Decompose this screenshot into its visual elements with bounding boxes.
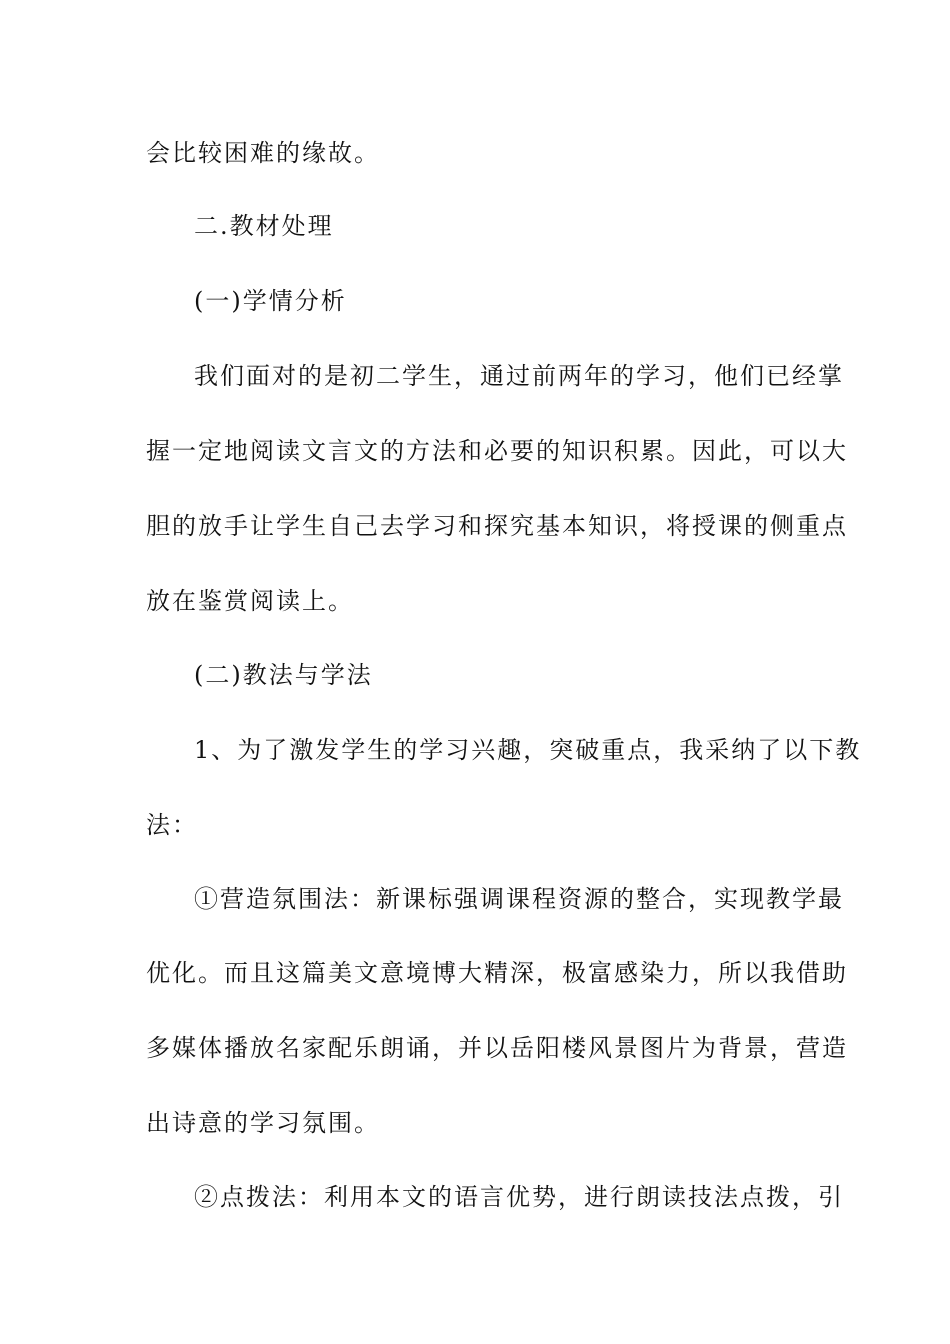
text-line: 我们面对的是初二学生，通过前两年的学习，他们已经掌 <box>194 362 844 390</box>
text-line: 法： <box>146 811 198 839</box>
text-line: 优化。而且这篇美文意境博大精深，极富感染力，所以我借助 <box>146 959 848 987</box>
text-line: ①营造氛围法：新课标强调课程资源的整合，实现教学最 <box>194 885 844 913</box>
text-line: 握一定地阅读文言文的方法和必要的知识积累。因此，可以大 <box>146 437 848 465</box>
subsection-heading: (二)教法与学法 <box>194 661 373 689</box>
text-line: ②点拨法：利用本文的语言优势，进行朗读技法点拨，引 <box>194 1183 844 1211</box>
section-heading: 二.教材处理 <box>194 212 334 240</box>
text-line: 会比较困难的缘故。 <box>146 139 380 167</box>
text-line: 放在鉴赏阅读上。 <box>146 587 354 615</box>
subsection-heading: (一)学情分析 <box>194 287 347 315</box>
text-line: 多媒体播放名家配乐朗诵，并以岳阳楼风景图片为背景，营造 <box>146 1034 848 1062</box>
text-line: 胆的放手让学生自己去学习和探究基本知识，将授课的侧重点 <box>146 512 848 540</box>
text-line: 1、为了激发学生的学习兴趣，突破重点，我采纳了以下教 <box>194 736 862 764</box>
text-line: 出诗意的学习氛围。 <box>146 1109 380 1137</box>
